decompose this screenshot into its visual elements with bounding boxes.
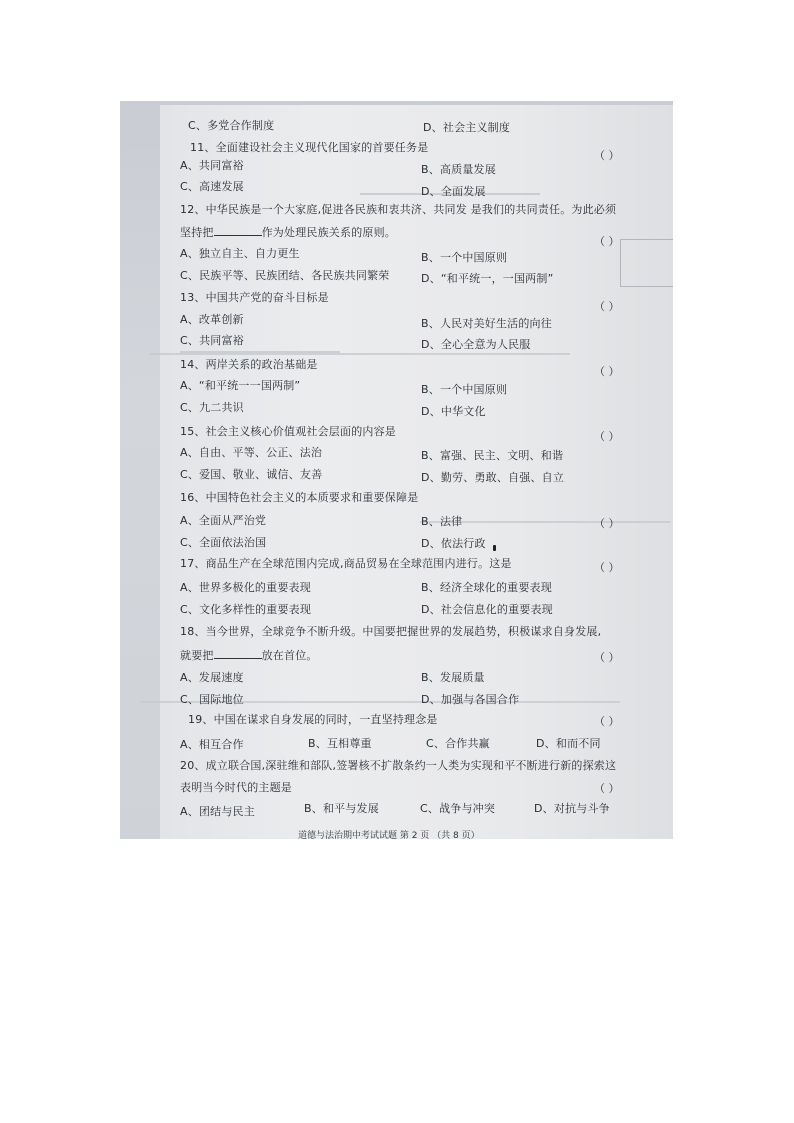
- question-18-tail: 放在首位。: [261, 649, 318, 662]
- option-b: B、法律: [421, 515, 463, 528]
- option-a: A、相互合作: [180, 738, 244, 751]
- option-a: A、全面从严治党: [180, 514, 267, 527]
- question-18: 18、当今世界，全球竞争不断升级。中国要把握世界的发展趋势，积极谋求自身发展,: [180, 625, 602, 638]
- answer-blank-13: （ ）: [594, 300, 620, 313]
- question-19: 19、中国在谋求自身发展的同时，一直坚持理念是: [188, 713, 438, 726]
- option-b: B、互相尊重: [308, 737, 372, 750]
- option-a: A、世界多极化的重要表现: [180, 581, 311, 594]
- question-14: 14、两岸关系的政治基础是: [180, 358, 318, 371]
- question-12-lead: 坚持把: [180, 226, 214, 239]
- option-c: C、九二共识: [180, 401, 244, 414]
- fill-blank: [214, 648, 262, 659]
- option-a: A、共同富裕: [180, 159, 244, 172]
- option-c: C、高速发展: [180, 180, 244, 193]
- option-c: C、合作共赢: [426, 737, 490, 750]
- question-13: 13、中国共产党的奋斗目标是: [180, 291, 329, 304]
- answer-blank-12: （ ）: [594, 235, 620, 248]
- question-20-continued: 表明当今时代的主题是: [180, 781, 292, 794]
- answer-blank-15: （ ）: [594, 430, 620, 443]
- option-d: D、对抗与斗争: [534, 802, 610, 815]
- option-b: B、经济全球化的重要表现: [421, 581, 552, 594]
- option-d: D、加强与各国合作: [421, 693, 520, 706]
- answer-blank-18: （ ）: [594, 651, 620, 664]
- option-c: C、爱国、敬业、诚信、友善: [180, 468, 323, 481]
- question-12: 12、中华民族是一个大家庭,促进各民族和衷共济、共同发 是我们的共同责任。为此必须: [180, 203, 617, 216]
- question-16: 16、中国特色社会主义的本质要求和重要保障是: [180, 491, 419, 504]
- question-20: 20、成立联合国,深驻维和部队,签署核不扩散条约一人类为实现和平不断进行新的探索这: [180, 759, 617, 772]
- answer-blank-11: （ ）: [594, 149, 620, 162]
- score-box: [620, 239, 673, 287]
- question-18-continued: [180, 648, 318, 663]
- option-a: A、团结与民主: [180, 805, 255, 818]
- option-c: C、多党合作制度: [188, 119, 275, 132]
- answer-blank-14: （ ）: [594, 365, 620, 378]
- question-12-tail: 作为处理民族关系的原则。: [261, 226, 397, 239]
- answer-blank-20: （ ）: [594, 782, 620, 795]
- option-a: A、发展速度: [180, 671, 244, 684]
- scanned-exam-page: [120, 101, 673, 839]
- option-c: C、共同富裕: [180, 334, 244, 347]
- option-b: B、高质量发展: [421, 163, 496, 176]
- question-15: 15、社会主义核心价值观社会层面的内容是: [180, 425, 396, 438]
- answer-blank-17: （ ）: [594, 561, 620, 574]
- option-d: D、和而不同: [536, 737, 601, 750]
- option-c: C、国际地位: [180, 693, 244, 706]
- option-b: B、富强、民主、文明、和谐: [421, 449, 564, 462]
- option-c: C、文化多样性的重要表现: [180, 603, 312, 616]
- ink-speck: [493, 545, 496, 551]
- option-c: C、民族平等、民族团结、各民族共同繁荣: [180, 269, 390, 282]
- option-d: D、勤劳、勇敢、自强、自立: [421, 471, 565, 484]
- option-a: A、“和平统一一国两制”: [180, 379, 301, 392]
- option-d: D、全心全意为人民服: [421, 338, 531, 351]
- answer-blank-16: （ ）: [594, 517, 620, 530]
- fill-blank: [214, 225, 262, 236]
- question-18-lead: 就要把: [180, 649, 214, 662]
- option-b: B、发展质量: [421, 671, 485, 684]
- bleed-through-mark: [150, 353, 570, 355]
- option-a: A、自由、平等、公正、法治: [180, 446, 323, 459]
- question-11: 11、全面建设社会主义现代化国家的首要任务是: [190, 141, 429, 154]
- option-d: D、社会信息化的重要表现: [421, 603, 553, 616]
- option-a: A、独立自主、自力更生: [180, 247, 300, 260]
- question-17: 17、商品生产在全球范围内完成,商品贸易在全球范围内进行。这是: [180, 557, 512, 570]
- option-d: D、全面发展: [421, 185, 486, 198]
- option-a: A、改革创新: [180, 313, 244, 326]
- option-d: D、中华文化: [421, 405, 486, 418]
- option-d: D、“和平统一，一国两制”: [421, 272, 554, 285]
- option-b: B、人民对美好生活的向往: [421, 317, 552, 330]
- answer-blank-19: （ ）: [594, 715, 620, 728]
- option-d: D、社会主义制度: [423, 121, 511, 134]
- option-b: B、一个中国原则: [421, 251, 508, 264]
- option-c: C、战争与冲突: [420, 802, 496, 815]
- option-c: C、全面依法治国: [180, 536, 267, 549]
- option-d: D、依法行政: [421, 537, 486, 550]
- page-footer: 道德与法治期中考试试题 第 2 页 （共 8 页）: [298, 831, 480, 839]
- option-b: B、和平与发展: [304, 802, 379, 815]
- option-b: B、一个中国原则: [421, 383, 508, 396]
- question-12-continued: [180, 225, 396, 240]
